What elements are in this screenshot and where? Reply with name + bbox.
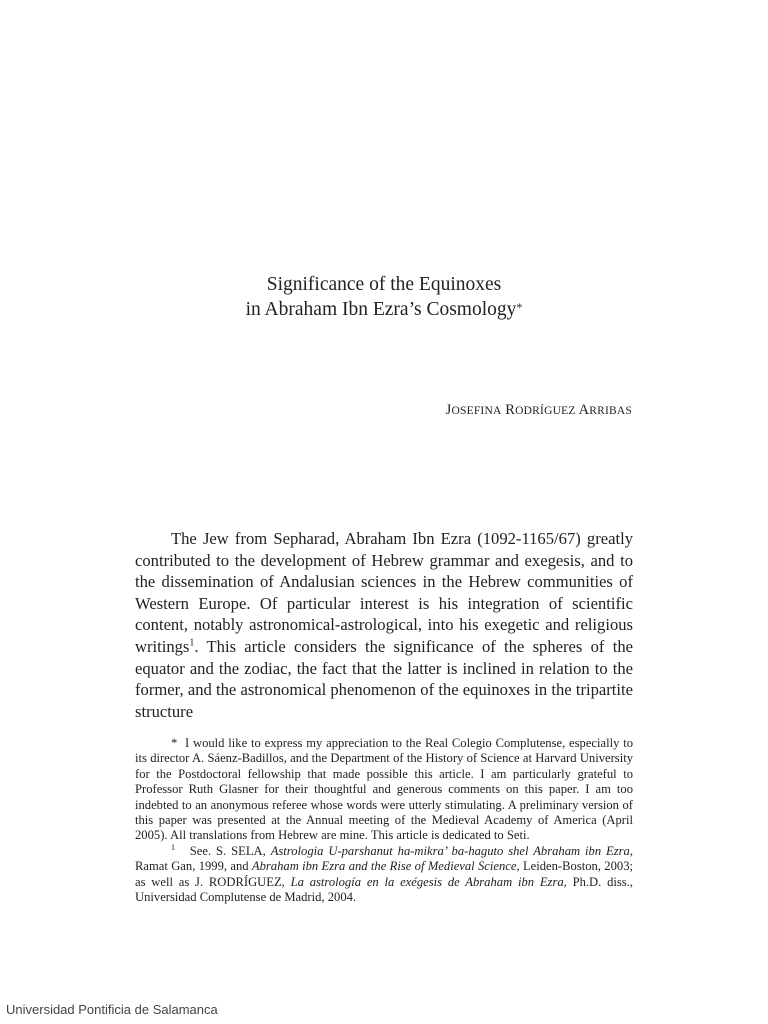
footnote-star-marker: * — [171, 736, 178, 750]
footnote-1-title-b: Abraham ibn Ezra and the Rise of Medieval Science — [251, 859, 517, 874]
title-line-2 — [0, 297, 768, 322]
body-paragraph — [135, 528, 633, 722]
footnote-1-text-d: , Ph.D. diss., Universidad Complutense de Madrid, 2004. — [135, 874, 633, 905]
article-title — [0, 272, 768, 322]
footnote-star-text: I would like to express my appreciation to the Real Colegio Complutense, especially to its director A. Sáenz-Badillos, and the Department of the History of Science at Harvard University for the Postdoctoral fellowship that made possible this article. I am particularly grateful to Professor Ruth Glasner for their thoughtful and generous comments on this paper. I am too indebted to an anonymous referee whose words were utterly stimulating. A preliminary version of this paper was presented at the Annual meeting of the Medieval Academy of America (April 2005). All translations from Hebrew are mine. This article is dedicated to Seti. — [135, 736, 634, 843]
author-surname1-rest: ODRÍGUEZ — [515, 405, 576, 417]
title-footnote-marker: * — [516, 300, 523, 314]
footnote-1 — [135, 844, 633, 906]
footnotes — [135, 736, 633, 905]
body-text-part1: The Jew from Sepharad, Abraham Ibn Ezra (1092-1165/67) greatly contributed to the development of Hebrew grammar and exegesis, and to the dissemination of Andalusian sciences in the Hebrew communities of Western Europe. Of particular interest is his integration of scientific content, notably astronomical-astrological, into his exegetic and religious writings — [135, 529, 633, 656]
footnote-1-text-c: , Leiden-Boston, 2003; as well as J. RODRÍGUEZ, — [135, 859, 633, 889]
title-line-2-text: in Abraham Ibn Ezra’s Cosmology — [245, 299, 517, 320]
body-note-ref: 1 — [189, 637, 195, 649]
footnote-star — [135, 736, 633, 844]
author-first-initial: J — [445, 402, 452, 418]
author-surname2-rest: RRIBAS — [589, 405, 632, 417]
footnote-1-text-a: See. S. SELA, — [189, 843, 271, 858]
author-name — [446, 402, 632, 419]
footnote-1-title-a: Astrologia U-parshanut ha-mikra’ ba-haguto shel Abraham ibn Ezra — [270, 843, 630, 858]
watermark: Universidad Pontificia de Salamanca — [6, 1002, 218, 1017]
author-surname1-initial: R — [505, 402, 516, 418]
footnote-1-text-b: , Ramat Gan, 1999, and — [135, 843, 633, 874]
footnote-1-title-c: La astrología en la exégesis de Abraham ibn Ezra — [290, 874, 564, 889]
body-text-part2: . This article considers the significance of the spheres of the equator and the zodiac, the fact that the latter is inclined in relation to the former, and the astronomical phenomenon of the equinoxes in the tripartite structure — [135, 636, 633, 721]
footnote-1-marker: 1 — [171, 842, 175, 852]
author-surname2-initial: A — [578, 402, 590, 418]
title-line-1: Significance of the Equinoxes — [266, 274, 502, 295]
author-first-rest: OSEFINA — [451, 405, 502, 417]
